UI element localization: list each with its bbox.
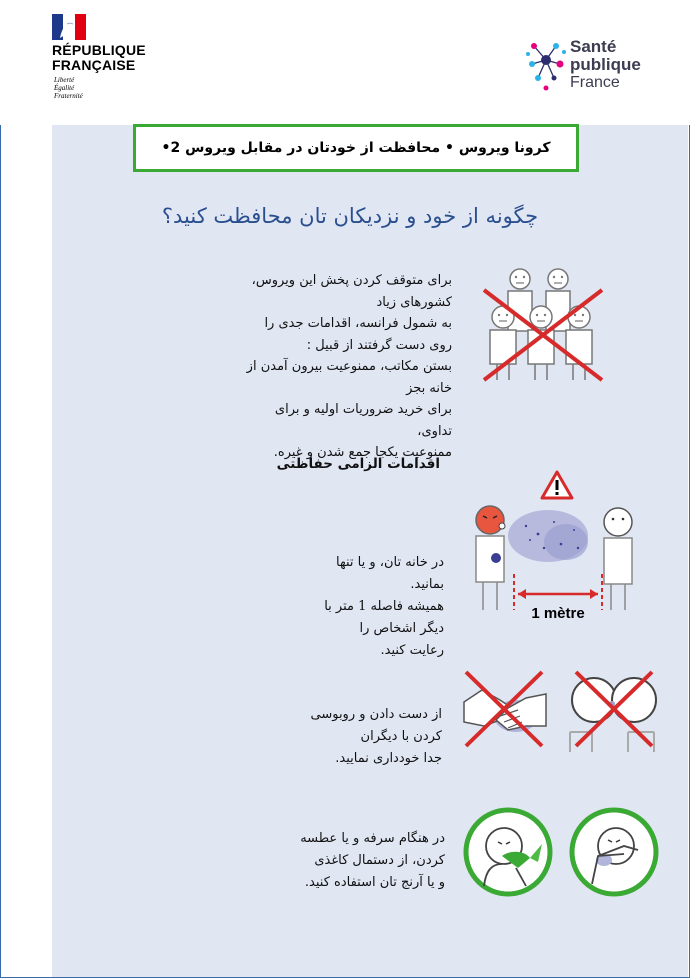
elbow-cough-illustration — [568, 806, 660, 898]
molecule-dots-icon — [526, 34, 566, 94]
measures-heading: اقدامات الزامی حفاظتی — [276, 456, 440, 472]
sante-publique-france-wordmark: Santé publique France — [570, 37, 641, 91]
meter-label: 1 mètre — [531, 605, 585, 622]
cough-paragraph: در هنگام سرفه و یا عطسه کردن، از دستمال کاغذی و یا آرنج تان استفاده کنید. — [300, 831, 445, 890]
republique-francaise-logo — [52, 14, 172, 109]
tissue-cough-illustration — [462, 806, 554, 898]
sante-publique-france-logo — [526, 34, 656, 104]
handshake-paragraph: از دست دادن و روبوسی کردن با دیگران جدا خودداری نمایید. — [310, 707, 442, 766]
republique-motto: Liberté Égalité Fraternité — [54, 76, 83, 100]
page-title: چگونه از خود و نزدیکان تان محافظت کنید؟ — [161, 204, 539, 228]
handshake-forbidden-illustration — [460, 664, 550, 750]
marianne-flag-icon — [52, 14, 86, 40]
header — [0, 0, 690, 125]
title-banner — [133, 124, 579, 172]
republique-name: RÉPUBLIQUE FRANÇAISE — [52, 42, 146, 73]
distance-illustration — [466, 500, 646, 622]
distance-paragraph: در خانه تان، و یا تنها بمانید. همیشه فاصله 1 متر با دیگر اشخاص را رعایت کنید. — [324, 555, 444, 658]
warning-icon — [540, 470, 574, 500]
kiss-forbidden-illustration — [566, 666, 662, 752]
crowd-forbidden-illustration — [478, 262, 614, 388]
intro-paragraph: برای متوقف کردن پخش این ویروس، کشورهای زیاد به شمول فرانسه، اقدامات جدی را روی دست گرفتند از قبیل : بستن مکاتب، ممنوعیت بیرون آمدن از خانه بجز برای خرید ضروریات اولیه و برای تداوی، ممنوعیت یکجا جمع شدن و غیره. — [246, 273, 452, 460]
banner-text: کرونا ویروس • محافظت از خودتان در مقابل ویروس 2• — [161, 140, 551, 156]
